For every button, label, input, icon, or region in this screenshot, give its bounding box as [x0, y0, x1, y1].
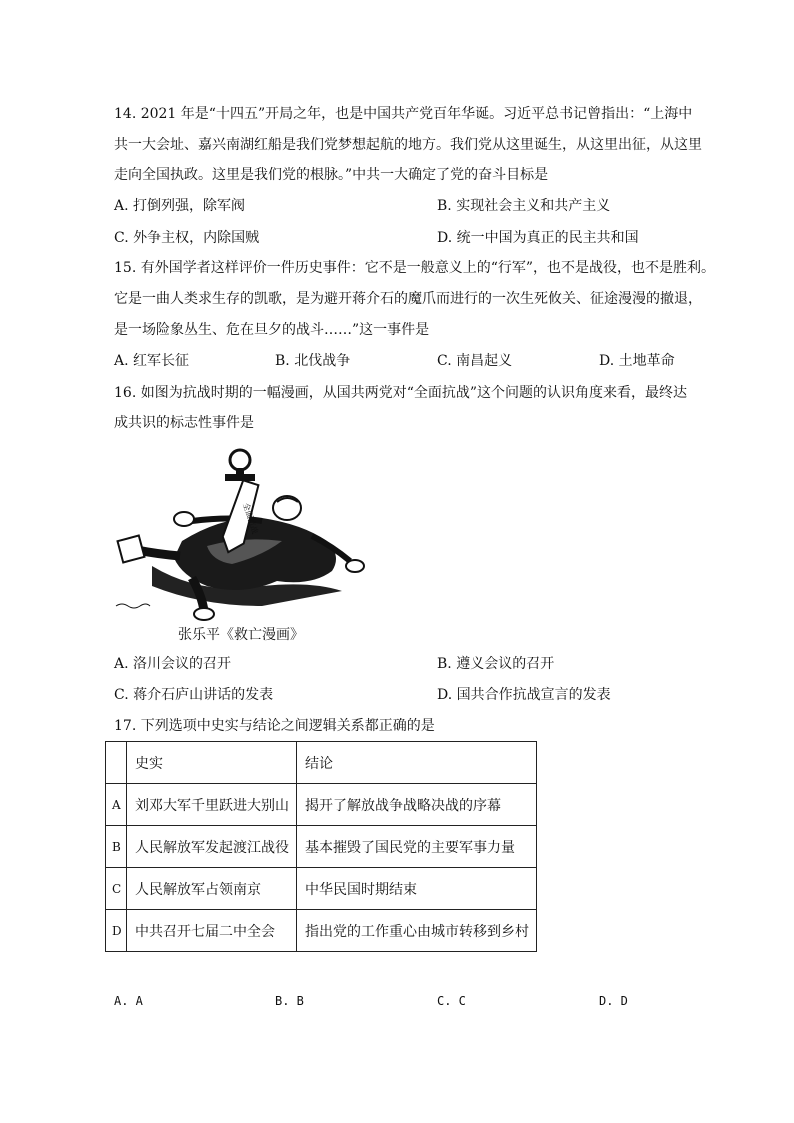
q16-option-a: A. 洛川会议的召开	[114, 656, 232, 672]
header-cell-label	[106, 742, 127, 784]
q16-stem-line-2: 成共识的标志性事件是	[114, 415, 254, 431]
q16-option-d: D. 国共合作抗战宣言的发表	[437, 687, 611, 703]
row-fact: 人民解放军占领南京	[127, 868, 297, 910]
row-fact: 刘邓大军千里跃进大别山	[127, 784, 297, 826]
table-row	[106, 910, 537, 952]
q15-option-b: B. 北伐战争	[275, 353, 351, 369]
q16-stem-line-1: 16. 如图为抗战时期的一幅漫画，从国共两党对“全面抗战”这个问题的认识角度来看，最终达	[114, 385, 688, 401]
q17-option-c: C. C	[437, 994, 466, 1008]
row-label: D	[106, 910, 127, 952]
q14-stem-line-2: 共一大会址、嘉兴南湖红船是我们党梦想起航的地方。我们党从这里诞生，从这里出征，从这里	[114, 137, 702, 153]
q14-stem-line-3: 走向全国执政。这里是我们党的根脉。”中共一大确定了党的奋斗目标是	[114, 167, 549, 183]
row-conclusion: 中华民国时期结束	[297, 868, 537, 910]
q17-option-a: A. A	[114, 994, 143, 1008]
header-cell-conclusion: 结论	[297, 742, 537, 784]
table-header-row	[106, 742, 537, 784]
table-row	[106, 784, 537, 826]
row-label: B	[106, 826, 127, 868]
q15-stem-line-3: 是一场险象丛生、危在旦夕的战斗……”这一事件是	[114, 322, 430, 338]
row-conclusion: 揭开了解放战争战略决战的序幕	[297, 784, 537, 826]
row-fact: 人民解放军发起渡江战役	[127, 826, 297, 868]
header-cell-fact: 史实	[127, 742, 297, 784]
q15-option-c: C. 南昌起义	[437, 353, 513, 369]
row-fact: 中共召开七届二中全会	[127, 910, 297, 952]
row-conclusion: 指出党的工作重心由城市转移到乡村	[297, 910, 537, 952]
q17-stem: 17. 下列选项中史实与结论之间逻辑关系都正确的是	[114, 718, 435, 734]
row-label: A	[106, 784, 127, 826]
table-row	[106, 826, 537, 868]
row-conclusion: 基本摧毁了国民党的主要军事力量	[297, 826, 537, 868]
q17-option-d: D. D	[599, 994, 628, 1008]
q14-option-a: A. 打倒列强，除军阀	[114, 198, 246, 214]
q14-option-c: C. 外争主权，内除国贼	[114, 230, 260, 246]
q14-option-d: D. 统一中国为真正的民主共和国	[437, 230, 639, 246]
q17-option-b: B. B	[275, 994, 304, 1008]
q14-stem-line-1: 14. 2021 年是“十四五”开局之年，也是中国共产党百年华诞。习近平总书记曾指出：“上海中	[114, 106, 693, 122]
facts-table	[105, 741, 537, 952]
cartoon-illustration	[112, 446, 374, 624]
table-row	[106, 868, 537, 910]
cartoon-caption: 张乐平《救亡漫画》	[178, 627, 304, 643]
q15-option-a: A. 红军长征	[114, 353, 190, 369]
q15-stem-line-1: 15. 有外国学者这样评价一件历史事件：它不是一般意义上的“行军”，也不是战役，也不是胜利。	[114, 260, 716, 276]
q15-option-d: D. 土地革命	[599, 353, 675, 369]
q15-stem-line-2: 它是一曲人类求生存的凯歌，是为避开蒋介石的魔爪而进行的一次生死攸关、征途漫漫的撤退，	[114, 291, 702, 307]
q16-option-b: B. 遵义会议的召开	[437, 656, 555, 672]
row-label: C	[106, 868, 127, 910]
q14-option-b: B. 实现社会主义和共产主义	[437, 198, 611, 214]
q16-option-c: C. 蒋介石庐山讲话的发表	[114, 687, 274, 703]
sword-inscription: 全面抗战	[241, 501, 260, 536]
